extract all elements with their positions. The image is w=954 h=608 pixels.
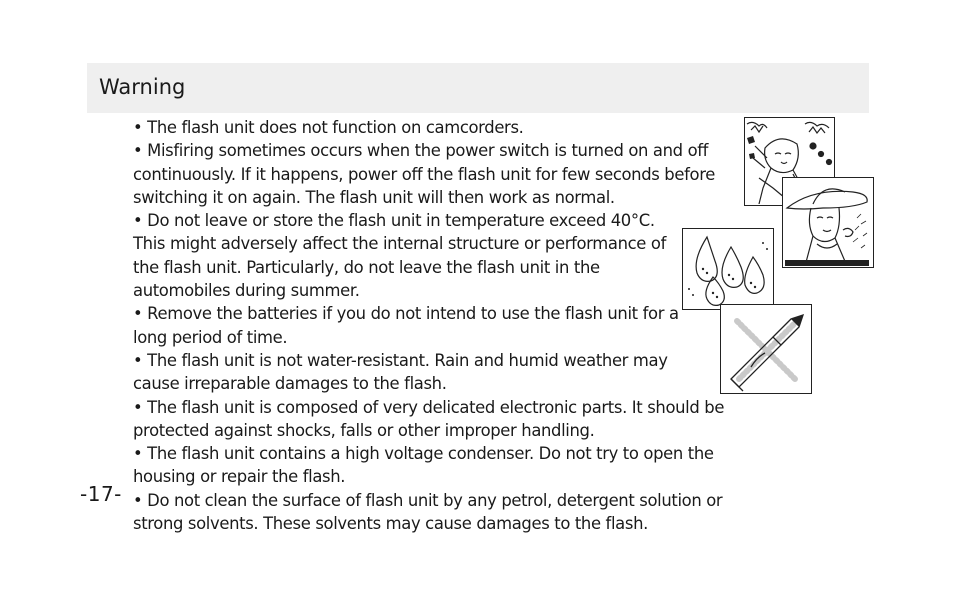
warning-item-high-voltage: • The flash unit contains a high voltage condenser. Do not try to open the housing or repair the flash.	[133, 444, 714, 487]
page-number: -17-	[80, 482, 122, 506]
crossed-out-screwdriver-icon	[720, 304, 812, 394]
warning-item-misfiring: • Misfiring sometimes occurs when the power switch is turned on and off continuously. If it happens, power off the flash unit for few seconds before switching it on again. The flash unit will then work as normal.	[133, 141, 715, 207]
warning-list	[133, 116, 733, 535]
warning-item-solvents: • Do not clean the surface of flash unit by any petrol, detergent solution or strong solvents. These solvents may cause damages to the flash.	[133, 490, 723, 534]
warning-item-water: • The flash unit is not water-resistant. Rain and humid weather may cause irreparable damages to the flash.	[133, 350, 668, 394]
warning-header	[87, 63, 869, 113]
water-drops-icon	[682, 228, 774, 310]
section-title: Warning	[99, 75, 186, 99]
warning-item-delicate-parts: • The flash unit is composed of very delicated electronic parts. It should be protected against shocks, falls or other improper handling.	[133, 397, 725, 440]
warning-item-batteries: • Remove the batteries if you do not intend to use the flash unit for a long period of time.	[133, 304, 679, 347]
woman-with-hat-icon	[782, 177, 874, 268]
warning-item-temperature: • Do not leave or store the flash unit in temperature exceed 40°C. This might adversely affect the internal structure or performance of the flash unit. Particularly, do not leave the flash unit in the automobiles during summer.	[133, 211, 666, 301]
warning-item-camcorders: • The flash unit does not function on camcorders.	[133, 118, 524, 137]
